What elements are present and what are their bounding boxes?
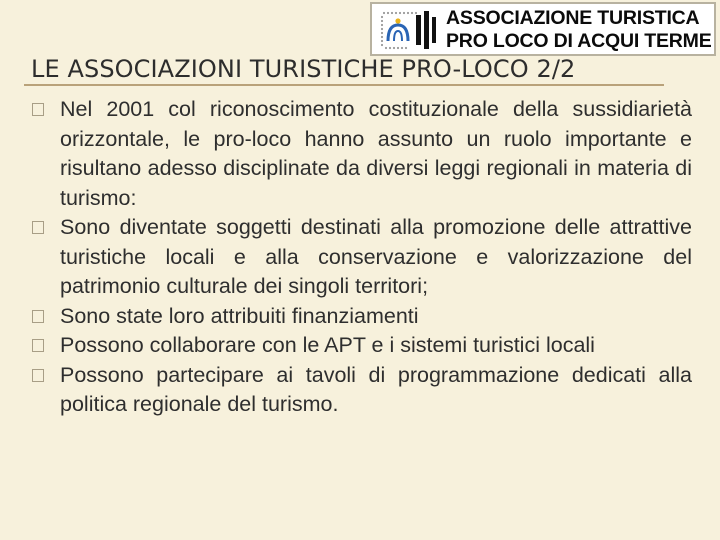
bullet-text: Nel 2001 col riconoscimento costituzionale della sussidiarietà orizzontale, le pro-loco hanno assunto un ruolo importante e risultano adesso disciplinate da diversi leggi regionali in materia di turismo: bbox=[60, 97, 692, 210]
logo-text bbox=[446, 7, 714, 53]
logo-line-1: ASSOCIAZIONE TURISTICA bbox=[446, 7, 700, 29]
bullet-item bbox=[30, 331, 692, 361]
bullet-item bbox=[30, 361, 692, 420]
bullet-item bbox=[30, 213, 692, 302]
bullet-list bbox=[30, 95, 692, 420]
bullet-text: Sono state loro attribuiti finanziamenti bbox=[60, 303, 419, 328]
slide-title: LE ASSOCIAZIONI TURISTICHE PRO-LOCO 2/2 bbox=[31, 55, 576, 83]
bullet-text: Possono collaborare con le APT e i sistemi turistici locali bbox=[60, 333, 595, 357]
bullet-item bbox=[30, 302, 692, 332]
logo-line-2: PRO LOCO DI ACQUI TERME bbox=[446, 30, 712, 52]
bullet-box-icon bbox=[32, 221, 44, 234]
bullet-box-icon bbox=[32, 339, 44, 352]
pro-loco-emblem-icon bbox=[376, 7, 438, 53]
bullet-box-icon bbox=[32, 103, 44, 116]
bullet-text: Sono diventate soggetti destinati alla promozione delle attrattive turistiche locali e alla conservazione e valorizzazione del patrimonio culturale dei singoli territori; bbox=[60, 215, 692, 298]
bullet-text: Possono partecipare ai tavoli di programmazione dedicati alla politica regionale del turismo. bbox=[60, 362, 692, 416]
logo-box bbox=[370, 2, 716, 56]
bullet-box-icon bbox=[32, 310, 44, 323]
title-underline bbox=[24, 84, 664, 86]
bullet-box-icon bbox=[32, 369, 44, 382]
bullet-item bbox=[30, 95, 692, 213]
